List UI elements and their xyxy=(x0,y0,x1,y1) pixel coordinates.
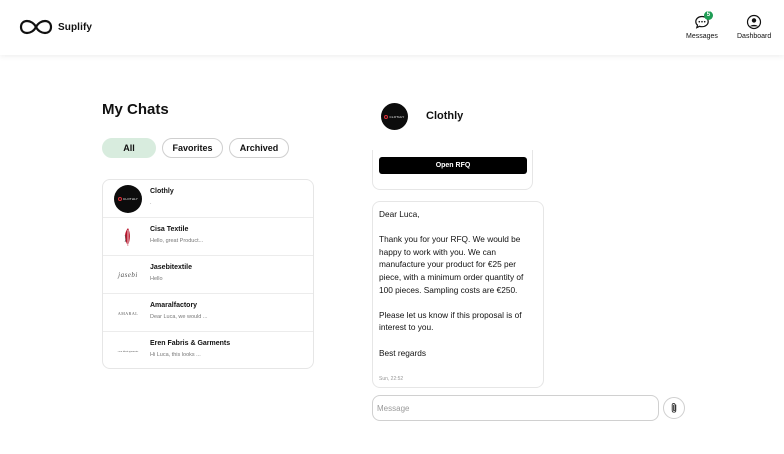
chat-name: Clothly xyxy=(150,188,174,195)
chat-preview: . xyxy=(150,200,152,206)
messages-badge: 5 xyxy=(704,11,713,20)
infinity-logo-icon xyxy=(18,16,54,38)
chat-bubble-icon xyxy=(694,14,710,30)
user-circle-icon xyxy=(746,14,762,30)
suplify-logo[interactable] xyxy=(18,16,92,38)
chat-item-jasebitextile[interactable] xyxy=(103,256,313,294)
chat-item-eren-fabris[interactable] xyxy=(103,332,313,369)
message-timestamp: Sun, 22:52 xyxy=(379,376,404,382)
chat-preview: Hello xyxy=(150,276,163,282)
filter-archived-tab[interactable]: Archived xyxy=(229,138,289,158)
clothly-logo-icon xyxy=(118,197,122,201)
avatar-text: eren fabris garments xyxy=(117,349,139,353)
avatar-text: CLOTHLY xyxy=(122,197,138,201)
chat-item-cisa-textile[interactable] xyxy=(103,218,313,256)
avatar-text: jasebi xyxy=(118,271,138,279)
message-text: Dear Luca, Thank you for your RFQ. We would be happy to work with you. We can manufacture your product for €25 per piece, with a minimum order quantity of 100 pieces. Sampling costs are €250. Please let us know if this proposal is of interest to you. Best regards xyxy=(379,209,524,358)
avatar-text: AMARAL xyxy=(117,310,139,316)
conversation-partner-name: Clothly xyxy=(426,110,464,122)
chat-item-amaralfactory[interactable] xyxy=(103,294,313,332)
top-header xyxy=(0,0,784,55)
attach-button[interactable] xyxy=(663,397,685,419)
nav-dashboard-label: Dashboard xyxy=(737,33,772,40)
chat-preview: Hello, great Product... xyxy=(150,238,204,244)
message-input[interactable] xyxy=(372,395,659,421)
cisa-feather-logo-icon xyxy=(122,227,134,247)
chat-name: Jasebitextile xyxy=(150,264,193,271)
nav-messages-label: Messages xyxy=(686,33,718,40)
rfq-message-card xyxy=(372,150,533,190)
avatar xyxy=(114,185,142,213)
filter-all-tab[interactable]: All xyxy=(102,138,156,158)
chat-list xyxy=(102,179,314,369)
filter-favorites-tab[interactable]: Favorites xyxy=(162,138,223,158)
chat-filters xyxy=(102,138,289,158)
clothly-logo-icon xyxy=(384,115,388,119)
conversation-avatar xyxy=(381,103,408,130)
avatar xyxy=(114,299,142,327)
message-bubble xyxy=(372,201,544,388)
chat-name: Amaralfactory xyxy=(150,302,198,309)
avatar xyxy=(114,337,142,365)
paperclip-icon xyxy=(669,402,679,414)
chat-preview: Hi Luca, this looks ... xyxy=(150,352,201,358)
chat-name: Eren Fabris & Garments xyxy=(150,340,231,347)
avatar xyxy=(114,261,142,289)
nav-messages[interactable] xyxy=(686,14,718,40)
avatar xyxy=(114,223,142,251)
chat-preview: Dear Luca, we would ... xyxy=(150,314,208,320)
open-rfq-button[interactable]: Open RFQ xyxy=(379,157,527,174)
logo-text: Suplify xyxy=(58,21,93,33)
chat-item-clothly[interactable] xyxy=(103,180,313,218)
nav-dashboard[interactable] xyxy=(737,14,771,40)
avatar-text: CLOTHLY xyxy=(389,114,405,119)
chat-name: Cisa Textile xyxy=(150,226,189,233)
page-title: My Chats xyxy=(102,101,169,118)
